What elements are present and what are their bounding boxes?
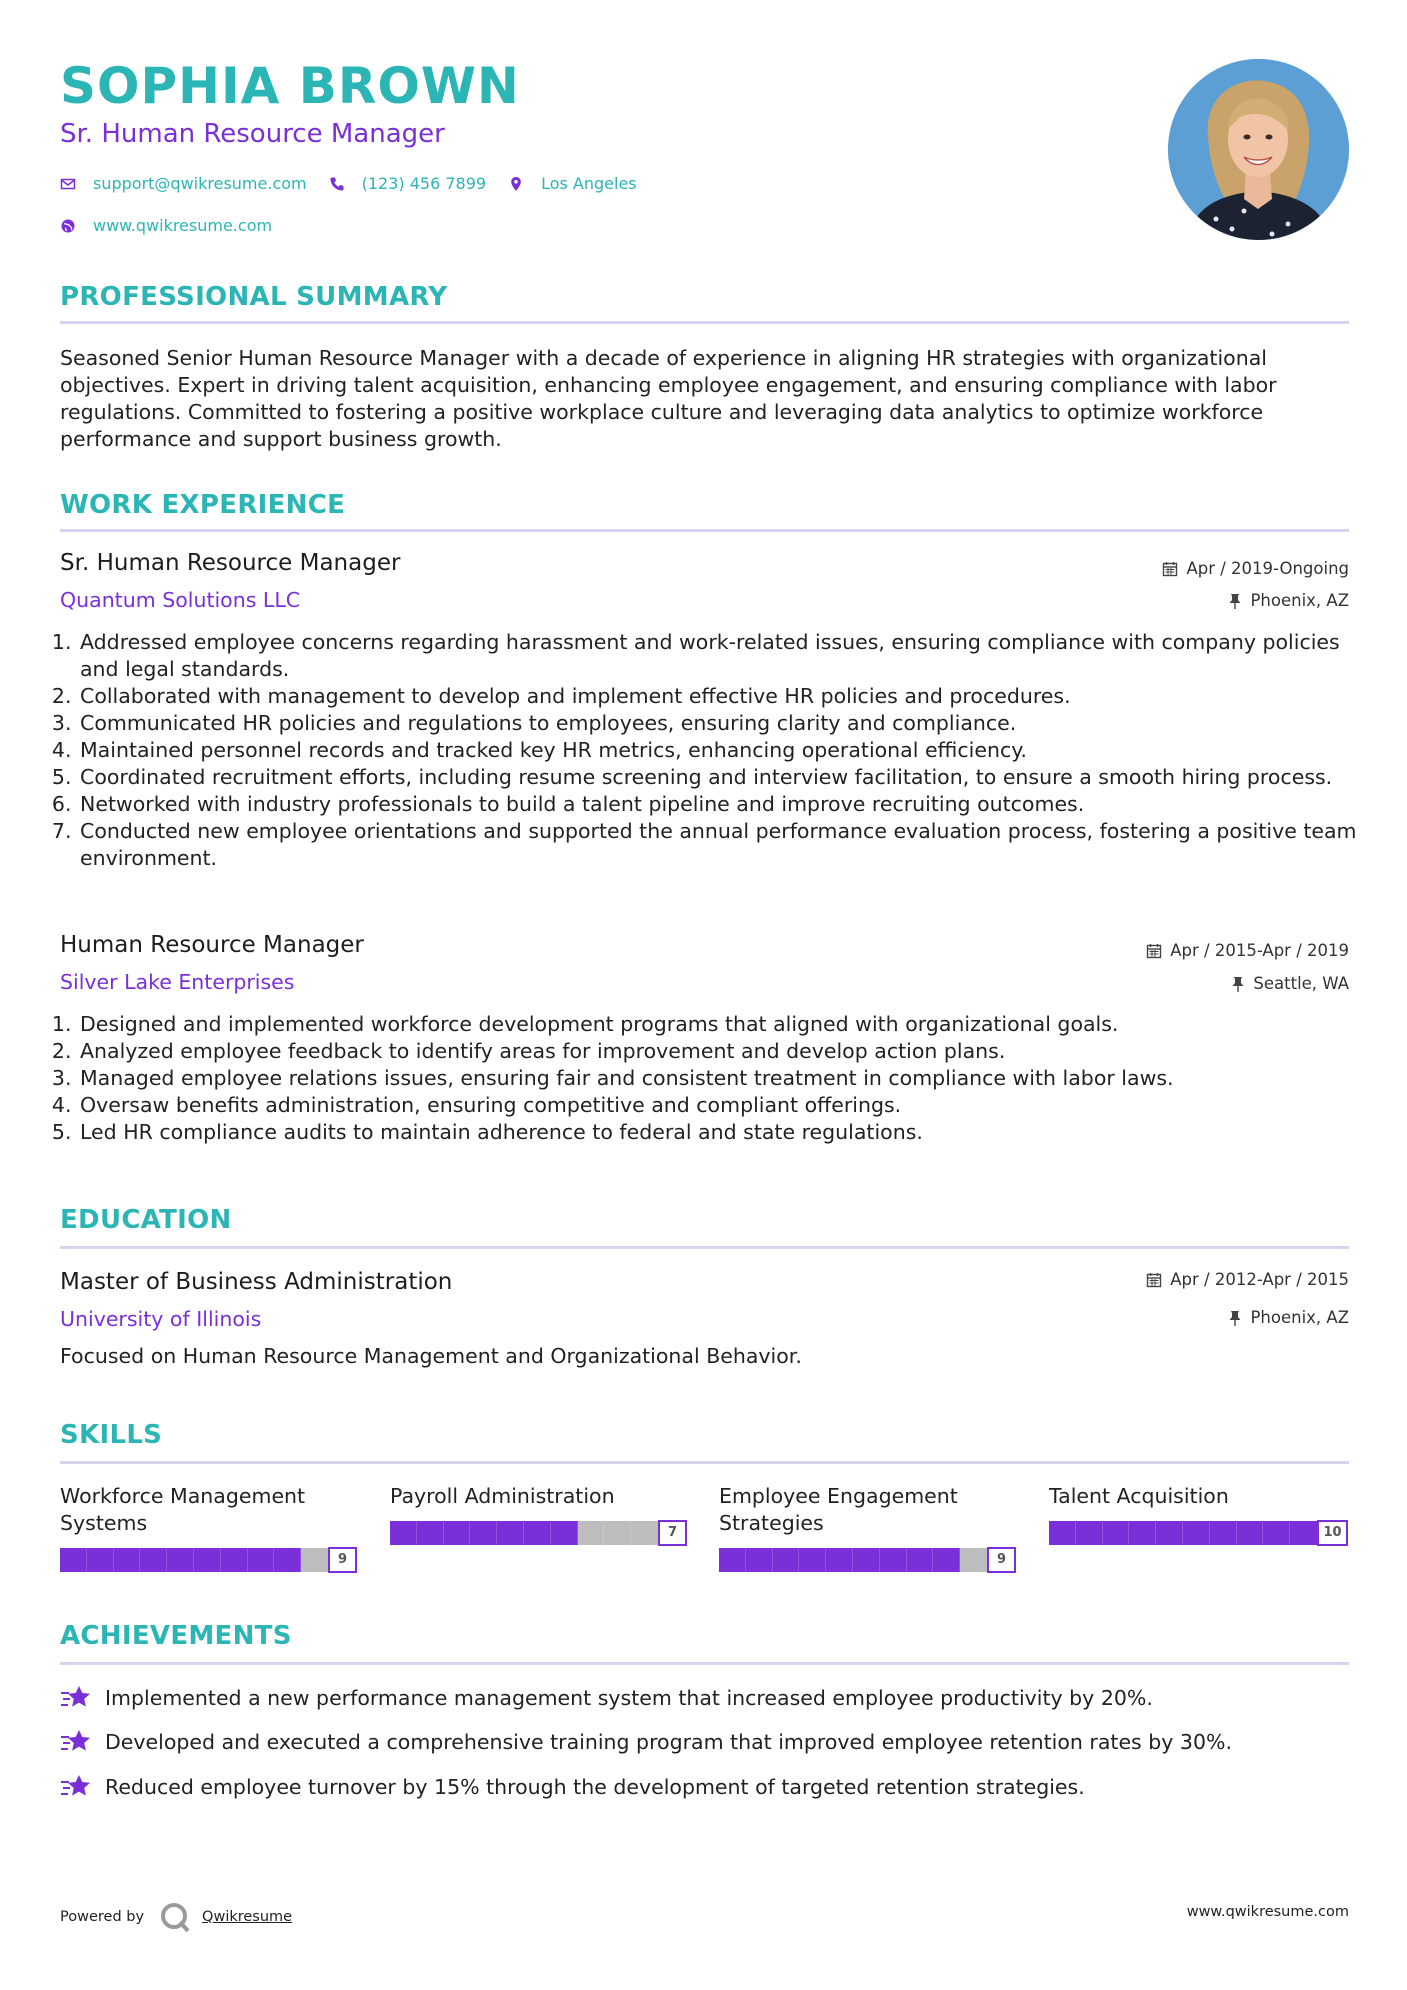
contact-row-primary xyxy=(60,174,659,193)
job-dates-text: Apr / 2019-Ongoing xyxy=(1186,559,1349,578)
qwikresume-link[interactable]: Qwikresume xyxy=(202,1909,293,1925)
job-company: Quantum Solutions LLC xyxy=(60,588,301,612)
job-location-text: Seattle, WA xyxy=(1253,974,1349,993)
skill-bar-filled-segment xyxy=(60,1548,87,1572)
section-heading-achievements: ACHIEVEMENTS xyxy=(60,1621,292,1651)
education-location xyxy=(1228,1308,1349,1327)
skill-level-badge: 7 xyxy=(658,1520,687,1546)
skill-bar-filled-segment xyxy=(933,1548,960,1572)
job-location-text: Phoenix, AZ xyxy=(1250,591,1349,610)
skill-bar xyxy=(719,1548,987,1572)
skill-item xyxy=(1049,1483,1349,1510)
achievement-text: Reduced employee turnover by 15% through the development of targeted retention strategies. xyxy=(105,1775,1085,1799)
skill-bar-filled-segment xyxy=(417,1521,444,1545)
skill-bar-empty-segment xyxy=(578,1521,605,1545)
skill-bar-empty-segment xyxy=(604,1521,631,1545)
education-degree: Master of Business Administration xyxy=(60,1269,453,1295)
skill-name: Workforce Management Systems xyxy=(60,1484,306,1535)
skill-bar-filled-segment xyxy=(1129,1521,1156,1545)
section-divider xyxy=(60,1662,1349,1665)
skill-level-badge: 10 xyxy=(1317,1520,1348,1546)
footer-url[interactable]: www.qwikresume.com xyxy=(1186,1904,1349,1920)
pushpin-icon xyxy=(1228,593,1242,609)
skill-item xyxy=(60,1483,360,1537)
achievement-text: Developed and executed a comprehensive training program that improved employee retention rates by 30%. xyxy=(105,1730,1232,1754)
skill-bar-filled-segment xyxy=(1076,1521,1103,1545)
skill-bar-filled-segment xyxy=(826,1548,853,1572)
section-divider xyxy=(60,1461,1349,1464)
achievement-item xyxy=(60,1773,1085,1801)
skill-bar-empty-segment xyxy=(631,1521,658,1545)
star-icon xyxy=(60,1728,92,1756)
skill-bar-filled-segment xyxy=(470,1521,497,1545)
section-heading-education: EDUCATION xyxy=(60,1205,232,1235)
footer-powered-by xyxy=(60,1900,292,1934)
globe-icon xyxy=(60,218,76,234)
list-item: 4. Oversaw benefits administration, ensuring competitive and compliant offerings. xyxy=(78,1092,1368,1119)
pushpin-icon xyxy=(1231,976,1245,992)
list-item: 4. Maintained personnel records and tracked key HR metrics, enhancing operational efficiency. xyxy=(78,737,1368,764)
contact-row-secondary xyxy=(60,216,294,235)
skill-bar-filled-segment xyxy=(1290,1521,1317,1545)
summary-text: Seasoned Senior Human Resource Manager with a decade of experience in aligning HR strategies with organizational objectives. Expert in driving talent acquisition, enhancing employee engagement, and ensuring compliance with labor regulations. Committed to fostering a positive workplace culture and leveraging data analytics to optimize workforce performance and support business growth. xyxy=(60,346,1277,451)
skill-bar-filled-segment xyxy=(773,1548,800,1572)
job-dates-text: Apr / 2015-Apr / 2019 xyxy=(1170,941,1349,960)
profile-photo-portrait xyxy=(1168,59,1349,240)
job-title: Human Resource Manager xyxy=(60,932,364,958)
section-divider xyxy=(60,1246,1349,1249)
list-item: 2. Collaborated with management to develop and implement effective HR policies and procedures. xyxy=(78,683,1368,710)
calendar-icon xyxy=(1146,943,1162,959)
skill-bar-filled-segment xyxy=(1103,1521,1130,1545)
skill-bar-filled-segment xyxy=(1263,1521,1290,1545)
skill-name: Payroll Administration xyxy=(390,1484,615,1508)
skill-bar-filled-segment xyxy=(140,1548,167,1572)
candidate-title: Sr. Human Resource Manager xyxy=(60,119,445,149)
skill-bar-filled-segment xyxy=(880,1548,907,1572)
skill-bar-filled-segment xyxy=(1183,1521,1210,1545)
skill-bar xyxy=(390,1521,658,1545)
skill-bar-filled-segment xyxy=(1049,1521,1076,1545)
skill-level-badge: 9 xyxy=(987,1547,1016,1573)
skill-bar-filled-segment xyxy=(719,1548,746,1572)
skill-bar-filled-segment xyxy=(907,1548,934,1572)
skill-bar xyxy=(60,1548,328,1572)
skill-item xyxy=(390,1483,690,1510)
job-company: Silver Lake Enterprises xyxy=(60,970,295,994)
powered-by-label: Powered by xyxy=(60,1909,145,1925)
calendar-icon xyxy=(1162,561,1178,577)
achievement-item xyxy=(60,1684,1153,1712)
education-dates-text: Apr / 2012-Apr / 2015 xyxy=(1170,1270,1349,1289)
skill-bar-filled-segment xyxy=(551,1521,578,1545)
section-heading-summary: PROFESSIONAL SUMMARY xyxy=(60,282,448,312)
skill-bar-empty-segment xyxy=(960,1548,987,1572)
skill-bar xyxy=(1049,1521,1317,1545)
profile-photo xyxy=(1168,59,1349,240)
list-item: 5. Led HR compliance audits to maintain adherence to federal and state regulations. xyxy=(78,1119,1368,1146)
list-item: 5. Coordinated recruitment efforts, including resume screening and interview facilitation, to ensure a smooth hiring process. xyxy=(78,764,1368,791)
skill-bar-filled-segment xyxy=(853,1548,880,1572)
skill-bar-filled-segment xyxy=(1210,1521,1237,1545)
location-text: Los Angeles xyxy=(541,174,637,193)
list-item: 1. Addressed employee concerns regarding harassment and work-related issues, ensuring compliance with company policies and legal standards. xyxy=(78,629,1368,683)
skill-bar-filled-segment xyxy=(221,1548,248,1572)
list-item: 1. Designed and implemented workforce development programs that aligned with organizational goals. xyxy=(78,1011,1368,1038)
map-pin-icon xyxy=(508,176,524,192)
job-location xyxy=(1231,974,1349,993)
skill-bar-filled-segment xyxy=(248,1548,275,1572)
job-dates xyxy=(1162,559,1349,578)
skill-bar-filled-segment xyxy=(497,1521,524,1545)
job-location xyxy=(1228,591,1349,610)
skill-bar-filled-segment xyxy=(194,1548,221,1572)
job-bullets xyxy=(60,629,1368,872)
list-item: 6. Networked with industry professionals to build a talent pipeline and improve recruiting outcomes. xyxy=(78,791,1368,818)
section-divider xyxy=(60,529,1349,532)
candidate-name: SOPHIA BROWN xyxy=(60,57,520,115)
skill-bar-filled-segment xyxy=(274,1548,301,1572)
section-divider xyxy=(60,321,1349,324)
qwikresume-logo-icon xyxy=(158,1900,192,1934)
list-item: 3. Communicated HR policies and regulations to employees, ensuring clarity and compliance. xyxy=(78,710,1368,737)
job-bullets xyxy=(60,1011,1368,1146)
skill-level-badge: 9 xyxy=(328,1547,357,1573)
list-item: 2. Analyzed employee feedback to identify areas for improvement and develop action plans. xyxy=(78,1038,1368,1065)
skill-bar-filled-segment xyxy=(1156,1521,1183,1545)
skill-bar-filled-segment xyxy=(746,1548,773,1572)
skill-bar-filled-segment xyxy=(390,1521,417,1545)
list-item: 3. Managed employee relations issues, ensuring fair and consistent treatment in compliance with labor laws. xyxy=(78,1065,1368,1092)
skill-bar-filled-segment xyxy=(524,1521,551,1545)
skill-bar-filled-segment xyxy=(87,1548,114,1572)
website-link[interactable]: www.qwikresume.com xyxy=(93,216,273,235)
star-icon xyxy=(60,1684,92,1712)
phone-number[interactable]: (123) 456 7899 xyxy=(361,174,487,193)
achievement-text: Implemented a new performance management system that increased employee productivity by 20%. xyxy=(105,1686,1153,1710)
education-location-text: Phoenix, AZ xyxy=(1250,1308,1349,1327)
skill-name: Talent Acquisition xyxy=(1049,1484,1229,1508)
job-dates xyxy=(1146,941,1349,960)
star-icon xyxy=(60,1773,92,1801)
skill-bar-empty-segment xyxy=(301,1548,328,1572)
achievement-item xyxy=(60,1728,1232,1756)
skill-bar-filled-segment xyxy=(444,1521,471,1545)
education-dates xyxy=(1146,1270,1349,1289)
envelope-icon xyxy=(60,176,76,192)
email-link[interactable]: support@qwikresume.com xyxy=(93,174,307,193)
section-heading-skills: SKILLS xyxy=(60,1420,163,1450)
pushpin-icon xyxy=(1228,1310,1242,1326)
list-item: 7. Conducted new employee orientations and supported the annual performance evaluation process, fostering a positive team environment. xyxy=(78,818,1368,872)
education-description: Focused on Human Resource Management and Organizational Behavior. xyxy=(60,1344,802,1368)
section-heading-experience: WORK EXPERIENCE xyxy=(60,490,346,520)
skill-bar-filled-segment xyxy=(1237,1521,1264,1545)
job-title: Sr. Human Resource Manager xyxy=(60,550,401,576)
skill-bar-filled-segment xyxy=(799,1548,826,1572)
skill-bar-filled-segment xyxy=(167,1548,194,1572)
skill-item xyxy=(719,1483,1019,1537)
phone-icon xyxy=(329,176,345,192)
skill-bar-filled-segment xyxy=(114,1548,141,1572)
skill-name: Employee Engagement Strategies xyxy=(719,1484,958,1535)
calendar-icon xyxy=(1146,1272,1162,1288)
education-school: University of Illinois xyxy=(60,1307,262,1331)
